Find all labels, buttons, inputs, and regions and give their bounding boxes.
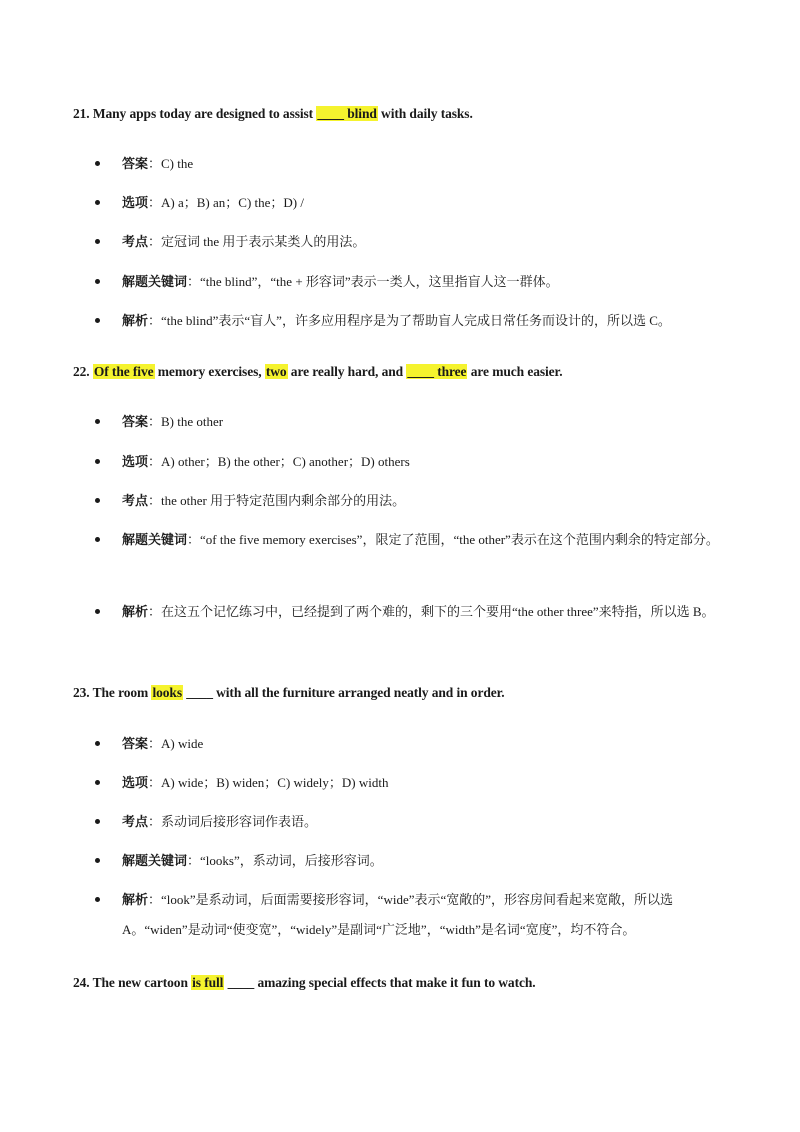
- item-label: 解题关键词: [122, 853, 188, 868]
- item-label: 考点: [122, 814, 149, 829]
- bullet-icon: [95, 200, 100, 205]
- item-text: ：C) the: [148, 156, 194, 171]
- item-label: 答案: [122, 414, 149, 429]
- highlighted-text: two: [265, 364, 287, 379]
- item-text: ：A) other；B) the other；C) another；D) others: [148, 454, 410, 469]
- question-text: ____ with all the furniture arranged neatly and in order.: [182, 685, 505, 700]
- item-text: ：B) the other: [148, 414, 224, 429]
- item-text: ：“looks”，系动词，后接形容词。: [187, 853, 383, 868]
- list-item: [95, 729, 735, 759]
- item-text: ：A) wide；B) widen；C) widely；D) width: [148, 775, 389, 790]
- bullet-icon: [95, 239, 100, 244]
- list-item: [95, 597, 735, 627]
- item-text: ：A) a；B) an；C) the；D) /: [148, 195, 304, 210]
- question-text: 23. The room: [73, 685, 152, 700]
- question-text: memory exercises,: [154, 364, 265, 379]
- question-text: are really hard, and: [287, 364, 407, 379]
- bullet-icon: [95, 609, 100, 614]
- list-item: [95, 486, 735, 516]
- highlighted-text: Of the five: [93, 364, 154, 379]
- question-21: [73, 106, 473, 122]
- item-text: ：定冠词 the 用于表示某类人的用法。: [148, 234, 366, 249]
- question-23: [73, 685, 505, 701]
- list-item: [95, 227, 735, 257]
- item-text: ：系动词后接形容词作表语。: [148, 814, 318, 829]
- item-label: 选项: [122, 195, 149, 210]
- bullet-icon: [95, 459, 100, 464]
- item-label: 答案: [122, 736, 149, 751]
- bullet-icon: [95, 419, 100, 424]
- item-text: ：the other 用于特定范围内剩余部分的用法。: [148, 493, 406, 508]
- list-item: [95, 885, 735, 945]
- bullet-icon: [95, 780, 100, 785]
- list-item: [95, 267, 735, 297]
- bullet-icon: [95, 897, 100, 902]
- highlighted-text: is full: [192, 975, 224, 990]
- question-text: are much easier.: [467, 364, 563, 379]
- item-text: ：“the blind”，“the + 形容词”表示一类人，这里指盲人这一群体。: [187, 274, 559, 289]
- bullet-icon: [95, 858, 100, 863]
- item-label: 考点: [122, 234, 149, 249]
- question-text: 24. The new cartoon: [73, 975, 192, 990]
- item-text: ：“look”是系动词，后面需要接形容词，“wide”表示“宽敞的”，形容房间看起来宽敞，所以选 A。“widen”是动词“使变宽”，“widely”是副词“广泛地”，“width”是名词“宽度”，均不符合。: [122, 892, 674, 937]
- question-text: 22.: [73, 364, 93, 379]
- list-item: [95, 188, 735, 218]
- highlighted-text: ____ three: [407, 364, 467, 379]
- item-text: ：“of the five memory exercises”，限定了范围，“the other”表示在这个范围内剩余的特定部分。: [187, 532, 719, 547]
- bullet-icon: [95, 279, 100, 284]
- item-label: 考点: [122, 493, 149, 508]
- bullet-icon: [95, 819, 100, 824]
- bullet-icon: [95, 161, 100, 166]
- item-text: ：在这五个记忆练习中，已经提到了两个难的，剩下的三个要用“the other three”来特指，所以选 B。: [148, 604, 715, 619]
- item-label: 解析: [122, 892, 149, 907]
- question-text: 21. Many apps today are designed to assist: [73, 106, 317, 121]
- question-text: ____ amazing special effects that make it fun to watch.: [224, 975, 536, 990]
- highlighted-text: looks: [152, 685, 182, 700]
- bullet-icon: [95, 741, 100, 746]
- question-text: with daily tasks.: [377, 106, 473, 121]
- question-24: [73, 975, 536, 991]
- list-item: [95, 807, 735, 837]
- list-item: [95, 306, 735, 336]
- list-item: [95, 768, 735, 798]
- item-text: ：“the blind”表示“盲人”，许多应用程序是为了帮助盲人完成日常任务而设计的，所以选 C。: [148, 313, 671, 328]
- bullet-icon: [95, 537, 100, 542]
- item-label: 解题关键词: [122, 532, 188, 547]
- item-label: 选项: [122, 775, 149, 790]
- list-item: [95, 149, 735, 179]
- item-label: 解析: [122, 313, 149, 328]
- item-label: 解题关键词: [122, 274, 188, 289]
- list-item: [95, 846, 735, 876]
- list-item: [95, 525, 735, 555]
- question-22: [73, 364, 563, 380]
- list-item: [95, 447, 735, 477]
- item-text: ：A) wide: [148, 736, 204, 751]
- item-label: 选项: [122, 454, 149, 469]
- item-label: 答案: [122, 156, 149, 171]
- list-item: [95, 407, 735, 437]
- bullet-icon: [95, 318, 100, 323]
- bullet-icon: [95, 498, 100, 503]
- highlighted-text: ____ blind: [317, 106, 377, 121]
- item-label: 解析: [122, 604, 149, 619]
